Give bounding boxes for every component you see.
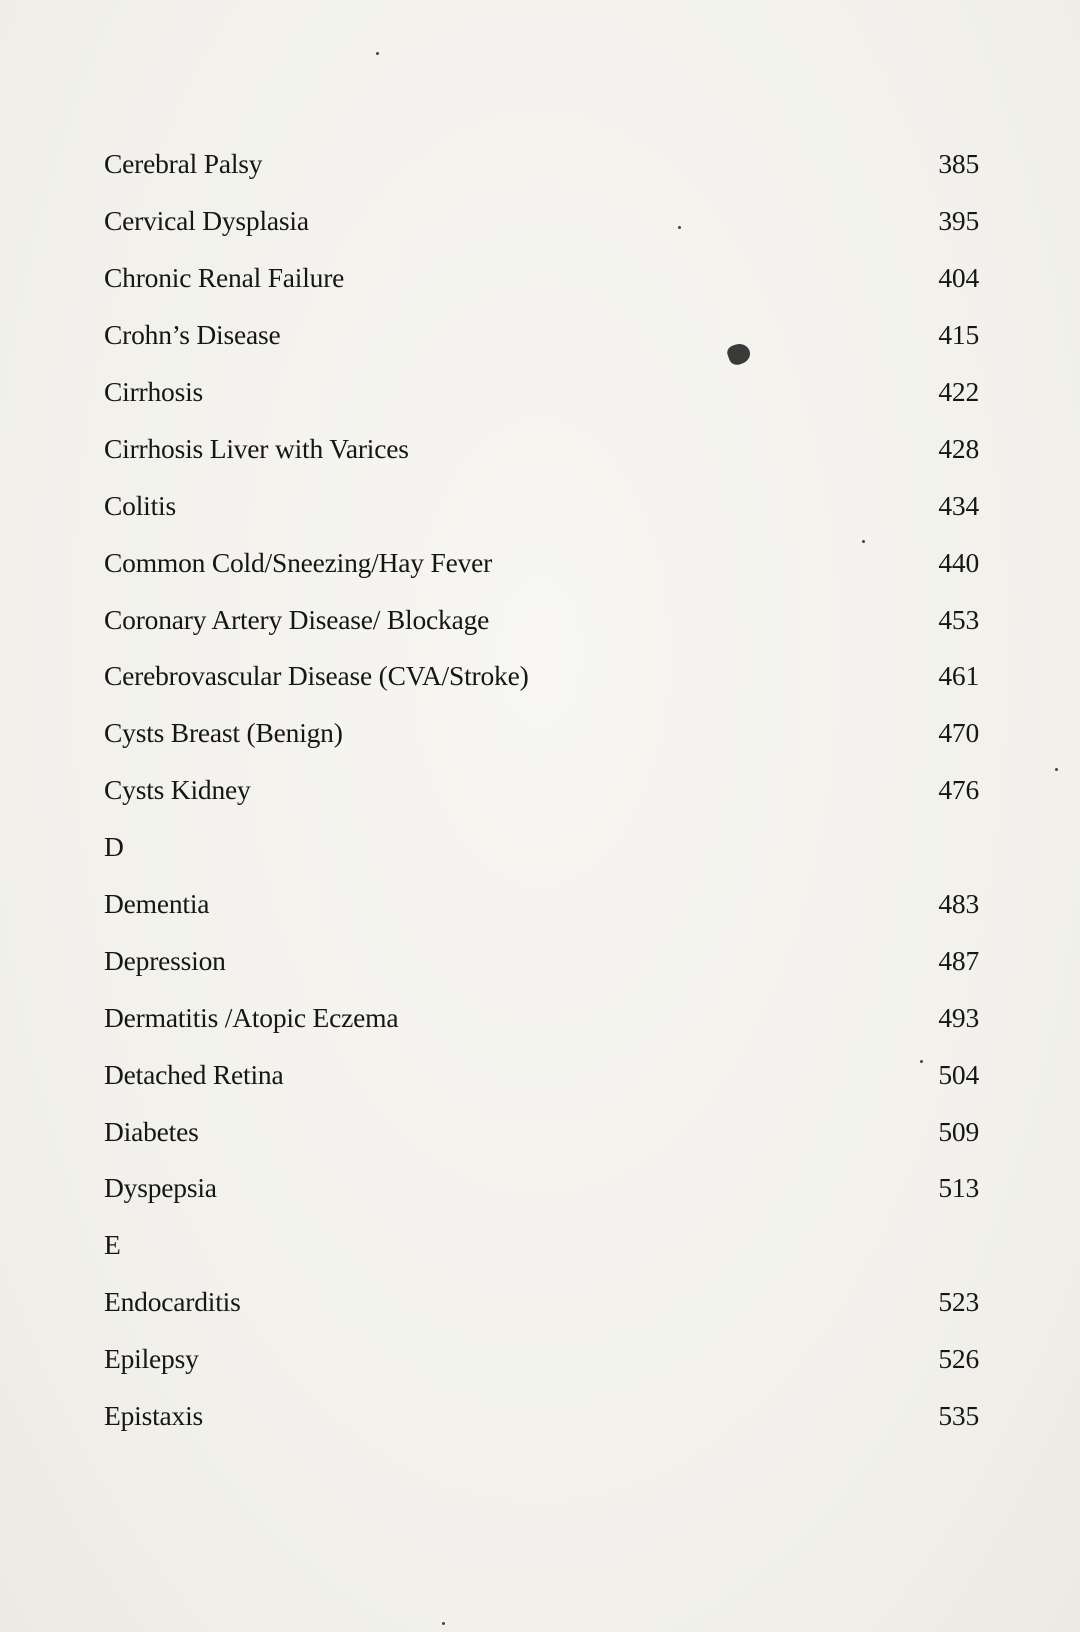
toc-entry-page: 470 [938,717,979,749]
table-of-contents [104,136,979,1444]
toc-entry-title: Cerebrovascular Disease (CVA/Stroke) [104,660,529,692]
toc-entry-title: Colitis [104,489,176,521]
toc-entry-page: 493 [938,1001,979,1033]
toc-entry [104,193,979,250]
toc-section-letter-label: E [104,1229,121,1261]
toc-entry-title: Diabetes [104,1115,199,1147]
toc-entry-page: 440 [938,546,979,578]
toc-entry [104,307,979,364]
toc-entry [104,989,979,1046]
toc-entry-page: 461 [938,660,979,692]
toc-entry [104,1046,979,1103]
toc-entry [104,1160,979,1217]
toc-entry-page: 476 [938,774,979,806]
toc-entry-title: Dementia [104,888,210,920]
toc-entry-page: 513 [938,1172,979,1204]
toc-entry-title: Cysts Breast (Benign) [104,717,343,749]
toc-entry-title: Cysts Kidney [104,774,251,806]
toc-entry-title: Dyspepsia [104,1172,217,1204]
toc-entry-title: Cervical Dysplasia [104,205,309,237]
toc-entry [104,1274,979,1331]
toc-entry-page: 504 [938,1058,979,1090]
toc-entry-title: Common Cold/Sneezing/Hay Fever [104,546,493,578]
toc-entry-page: 434 [938,489,979,521]
toc-entry-page: 428 [938,432,979,464]
toc-entry [104,591,979,648]
toc-entry [104,364,979,421]
toc-entry [104,762,979,819]
toc-section-letter-label: D [104,831,124,863]
toc-entry-title: Cirrhosis [104,376,204,407]
toc-entry-page: 509 [938,1115,979,1147]
toc-section-letter [104,1217,979,1274]
ink-speck [1055,768,1058,771]
toc-entry-title: Coronary Artery Disease/ Blockage [104,603,490,635]
toc-entry [104,932,979,989]
toc-entry [104,1388,979,1445]
toc-entry-page: 535 [938,1400,979,1432]
toc-entry-title: Cirrhosis Liver with Varices [104,432,409,464]
toc-entry-title: Dermatitis /Atopic Eczema [104,1001,399,1033]
toc-entry-page: 415 [938,319,979,351]
toc-entry-page: 404 [938,262,979,294]
toc-entry [104,250,979,307]
toc-entry-page: 385 [938,148,979,180]
ink-speck [442,1622,445,1625]
toc-entry [104,705,979,762]
toc-entry [104,420,979,477]
toc-section-letter [104,819,979,876]
toc-entry-title: Endocarditis [104,1286,241,1318]
ink-speck [376,52,379,55]
toc-entry [104,534,979,591]
toc-entry-title: Epistaxis [104,1400,204,1432]
toc-entry [104,1331,979,1388]
toc-entry [104,1103,979,1160]
toc-entry-title: Epilepsy [104,1343,199,1375]
toc-entry-title: Cerebral Palsy [104,148,263,180]
toc-entry-title: Crohn’s Disease [104,319,281,351]
toc-entry-title: Chronic Renal Failure [104,262,345,294]
toc-entry-page: 523 [938,1286,979,1318]
toc-entry-page: 453 [938,603,979,635]
toc-entry [104,477,979,534]
toc-entry-page: 526 [938,1343,979,1375]
toc-entry-page: 422 [938,376,979,407]
toc-entry-page: 487 [938,944,979,976]
toc-entry [104,648,979,705]
toc-entry [104,136,979,193]
toc-entry [104,876,979,933]
toc-entry-page: 483 [938,888,979,920]
toc-entry-title: Detached Retina [104,1058,284,1090]
toc-entry-page: 395 [938,205,979,237]
toc-entry-title: Depression [104,944,226,976]
